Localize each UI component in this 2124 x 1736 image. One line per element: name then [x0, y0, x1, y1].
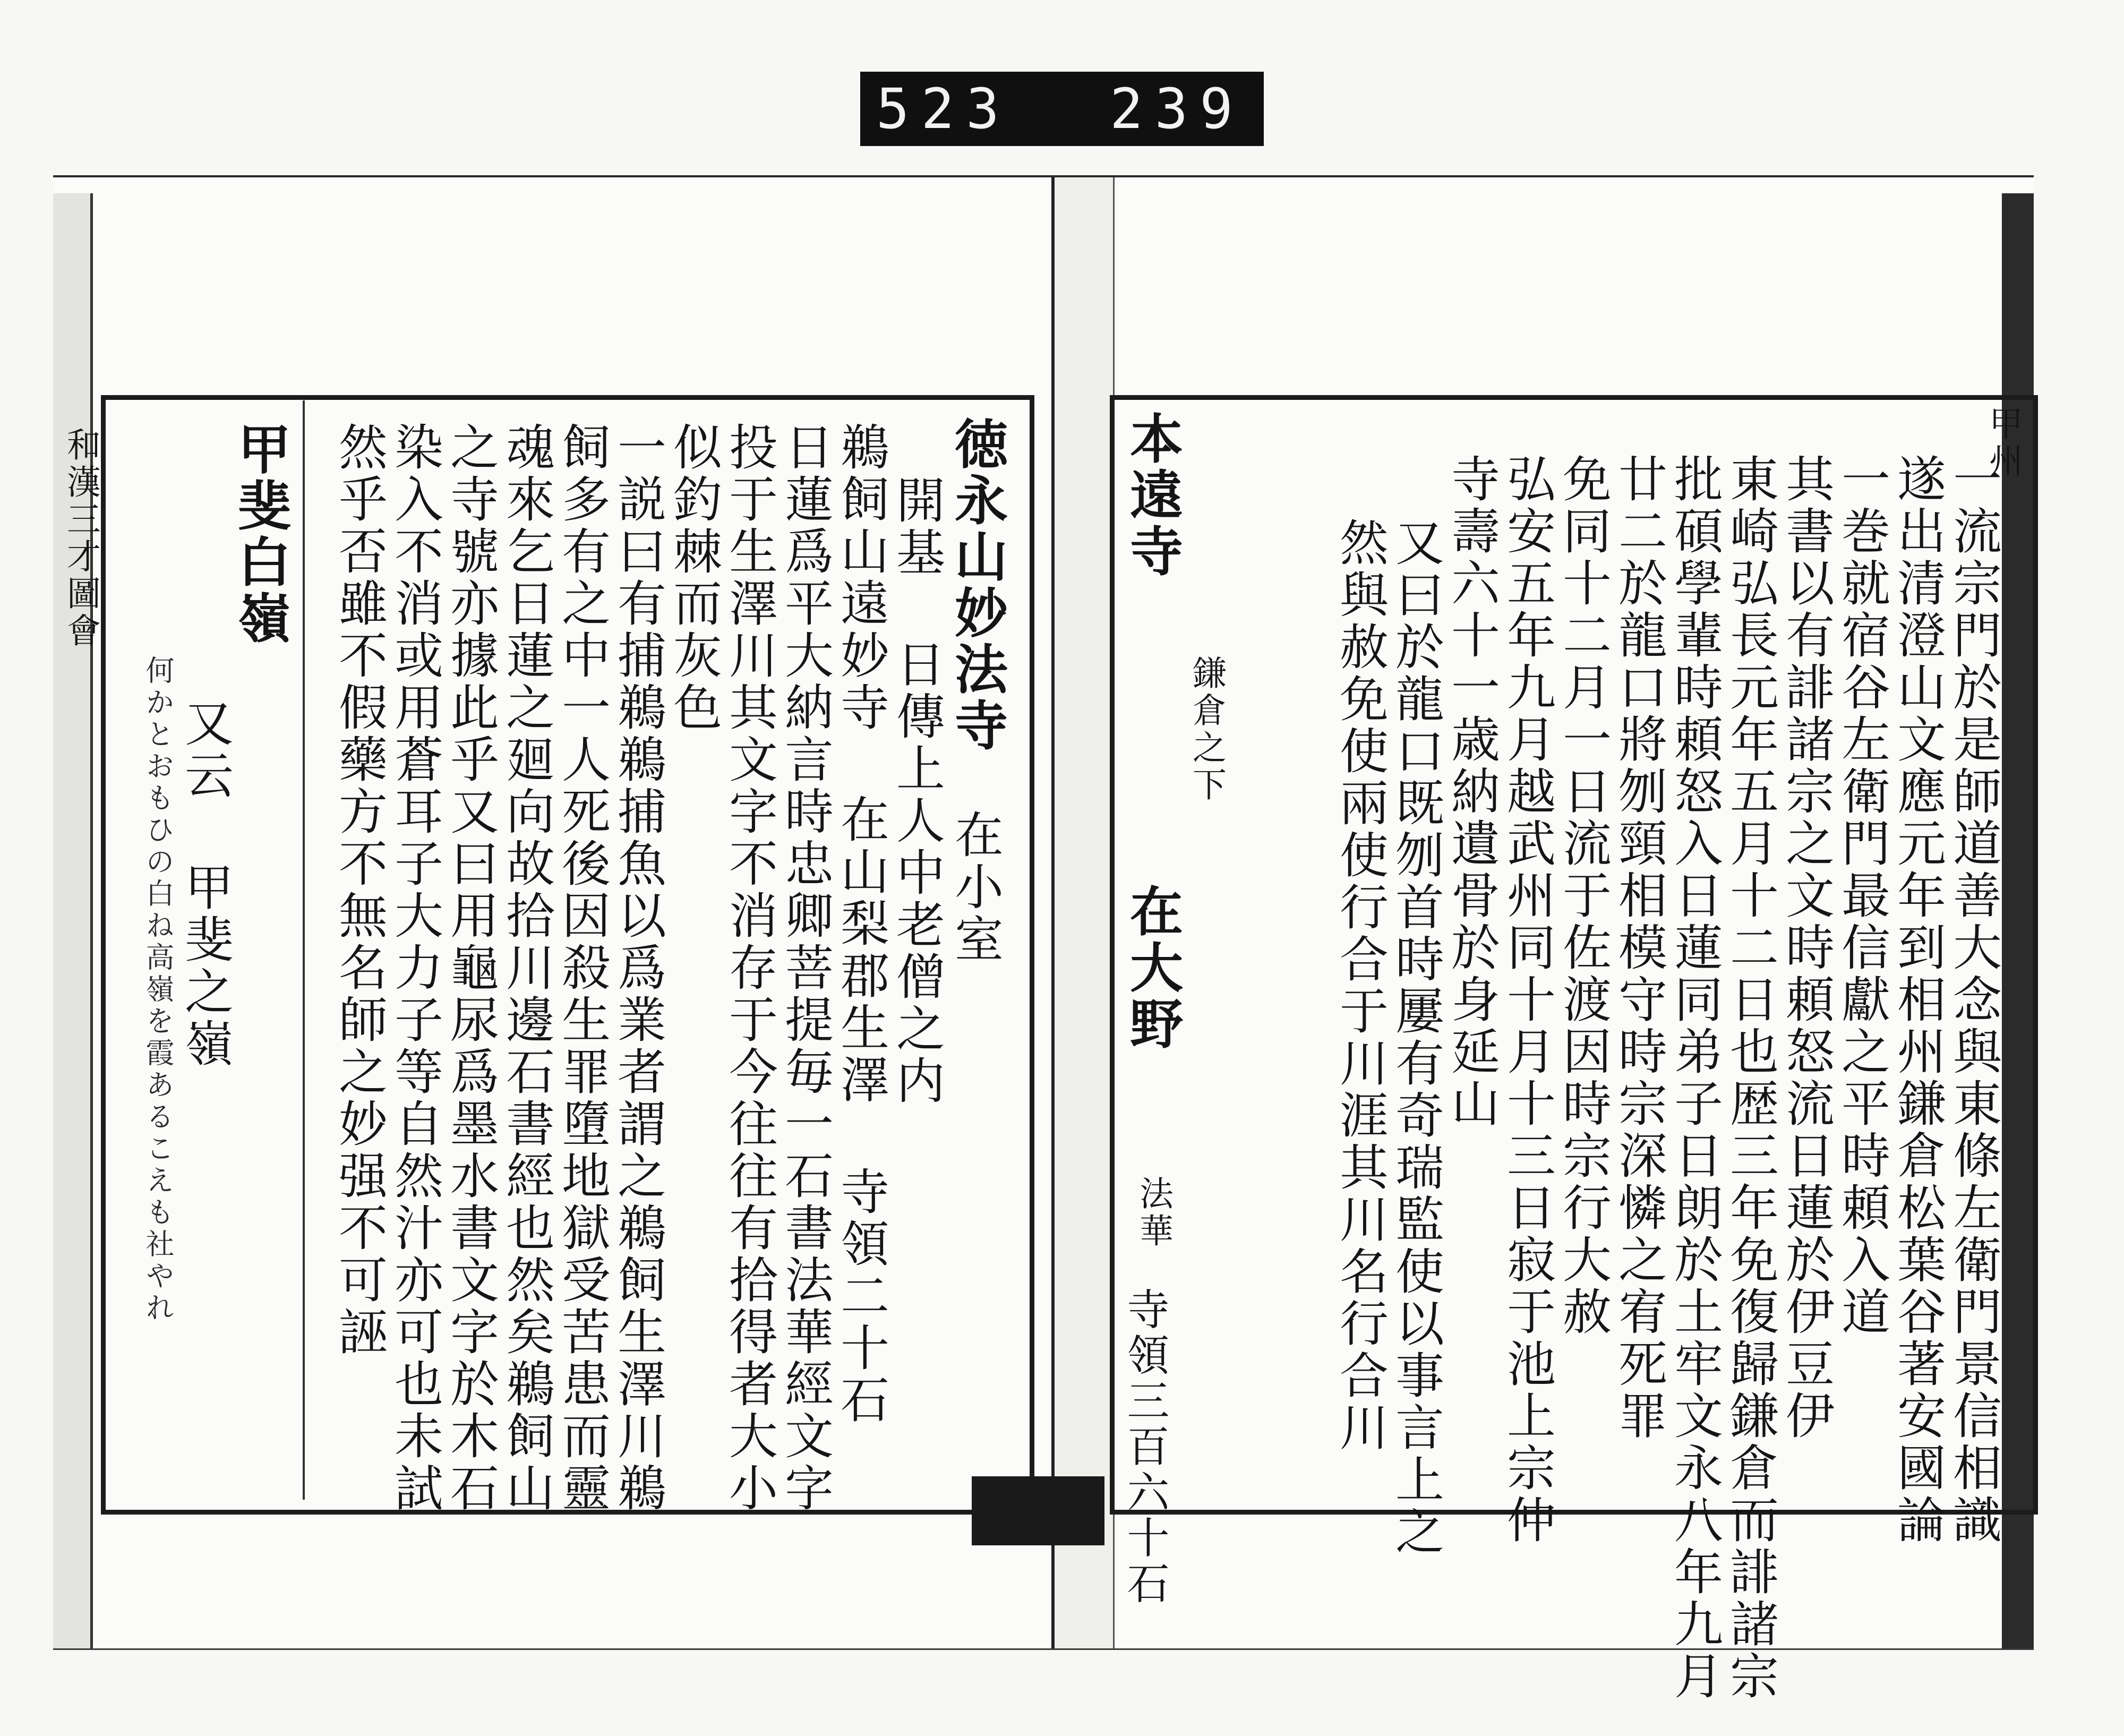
left-text-column: 染入不消或用蒼耳子大力子等自然汁亦可也未試 — [387, 422, 443, 1515]
right-text-column: 然與赦免使兩使行合于川涯其川名行合川 — [1332, 517, 1389, 1454]
column-divider — [303, 400, 305, 1500]
entry-side-note: 鎌倉之下 — [1187, 655, 1226, 804]
left-text-column: 飼多有之中一人死後因殺生罪墮地獄受苦患而靈 — [554, 422, 611, 1515]
entry-stipend: 寺領三百六十石 — [1120, 1287, 1169, 1607]
open-book — [53, 175, 2034, 1703]
handwritten-annotation: 何かとおもひの白ね高嶺を霞あるこえも社やれ — [141, 655, 175, 1324]
entry-sect: 法華 — [1134, 1176, 1173, 1250]
left-text-column: 開基 日傳上人中老僧之内 — [888, 475, 945, 1107]
right-text-column: 免同十二月一日流于佐渡因時宗行大赦 — [1555, 454, 1612, 1338]
temple-title: 徳永山妙法寺 — [946, 416, 1008, 754]
catalog-number-label — [860, 72, 1264, 146]
left-text-column: 魂來乞日蓮之廻向故拾川邊石書經也然矣鵜飼山 — [498, 422, 555, 1515]
entry-location: 在大野 — [1121, 884, 1184, 1053]
left-text-column: 然乎否雖不假藥方不無名師之妙强不可誣 — [331, 422, 388, 1358]
left-text-column: 投于生澤川其文字不消存于今往往有拾得者大小 — [721, 422, 778, 1515]
left-text-column: 一説曰有捕鵜鵜捕魚以爲業者謂之鵜飼生澤川鵜 — [610, 422, 666, 1515]
right-text-column: 東崎弘長元年五月十二日也歴三年免復歸鎌倉而誹諸宗 — [1722, 454, 1779, 1703]
left-edge-title: 和漢三才圖會 — [61, 427, 100, 650]
kai-alternate-name: 又云 甲斐之嶺 — [177, 698, 234, 1070]
left-book-edge — [53, 193, 93, 1648]
left-catalog-number: 523 — [876, 76, 1011, 141]
right-text-column: 批碩學輩時頼怒入日蓮同弟子日朗於土牢文永八年九月 — [1666, 454, 1723, 1703]
right-text-column: 廿二於龍口將刎頸相模守時宗深憐之宥死罪 — [1611, 454, 1667, 1442]
right-text-column: 又曰於龍口既刎首時屢有奇瑞監使以事言上之 — [1388, 517, 1444, 1558]
left-text-column: 鵜飼山遠妙寺 在山梨郡生澤 寺領二十石 — [833, 422, 889, 1426]
right-text-column: 一流宗門於是師道善大念與東條左衛門景信相識 — [1945, 454, 2002, 1546]
right-text-column: 弘安五年九月越武州同十月十三日寂于池上宗仲 — [1499, 454, 1556, 1546]
book-spine — [1051, 177, 1115, 1648]
right-text-column: 其書以有誹諸宗之文時頼怒流日蓮於伊豆伊 — [1778, 454, 1835, 1442]
left-text-column: 日蓮爲平大納言時忠卿菩提毎一石書法華經文字 — [777, 422, 834, 1515]
kai-heading: 甲斐白嶺 — [229, 422, 292, 647]
entry-heading: 本遠寺 — [1121, 411, 1184, 580]
binding-tab — [972, 1476, 1104, 1545]
left-text-column: 似釣棘而灰色 — [665, 422, 722, 734]
left-text-column: 之寺號亦據此乎又曰用龜尿爲墨水書文字於木石 — [442, 422, 499, 1515]
right-text-column: 遂出清澄山文應元年到相州鎌倉松葉谷著安國論 — [1889, 454, 1946, 1546]
temple-location: 在小室 — [947, 809, 1004, 965]
right-catalog-number: 239 — [1110, 76, 1245, 141]
right-text-column: 寺壽六十一歳納遺骨於身延山 — [1443, 454, 1500, 1130]
right-page-header: 甲州 — [1983, 406, 2023, 480]
right-text-column: 一巻就宿谷左衛門最信獻之平時頼入道 — [1834, 454, 1890, 1338]
